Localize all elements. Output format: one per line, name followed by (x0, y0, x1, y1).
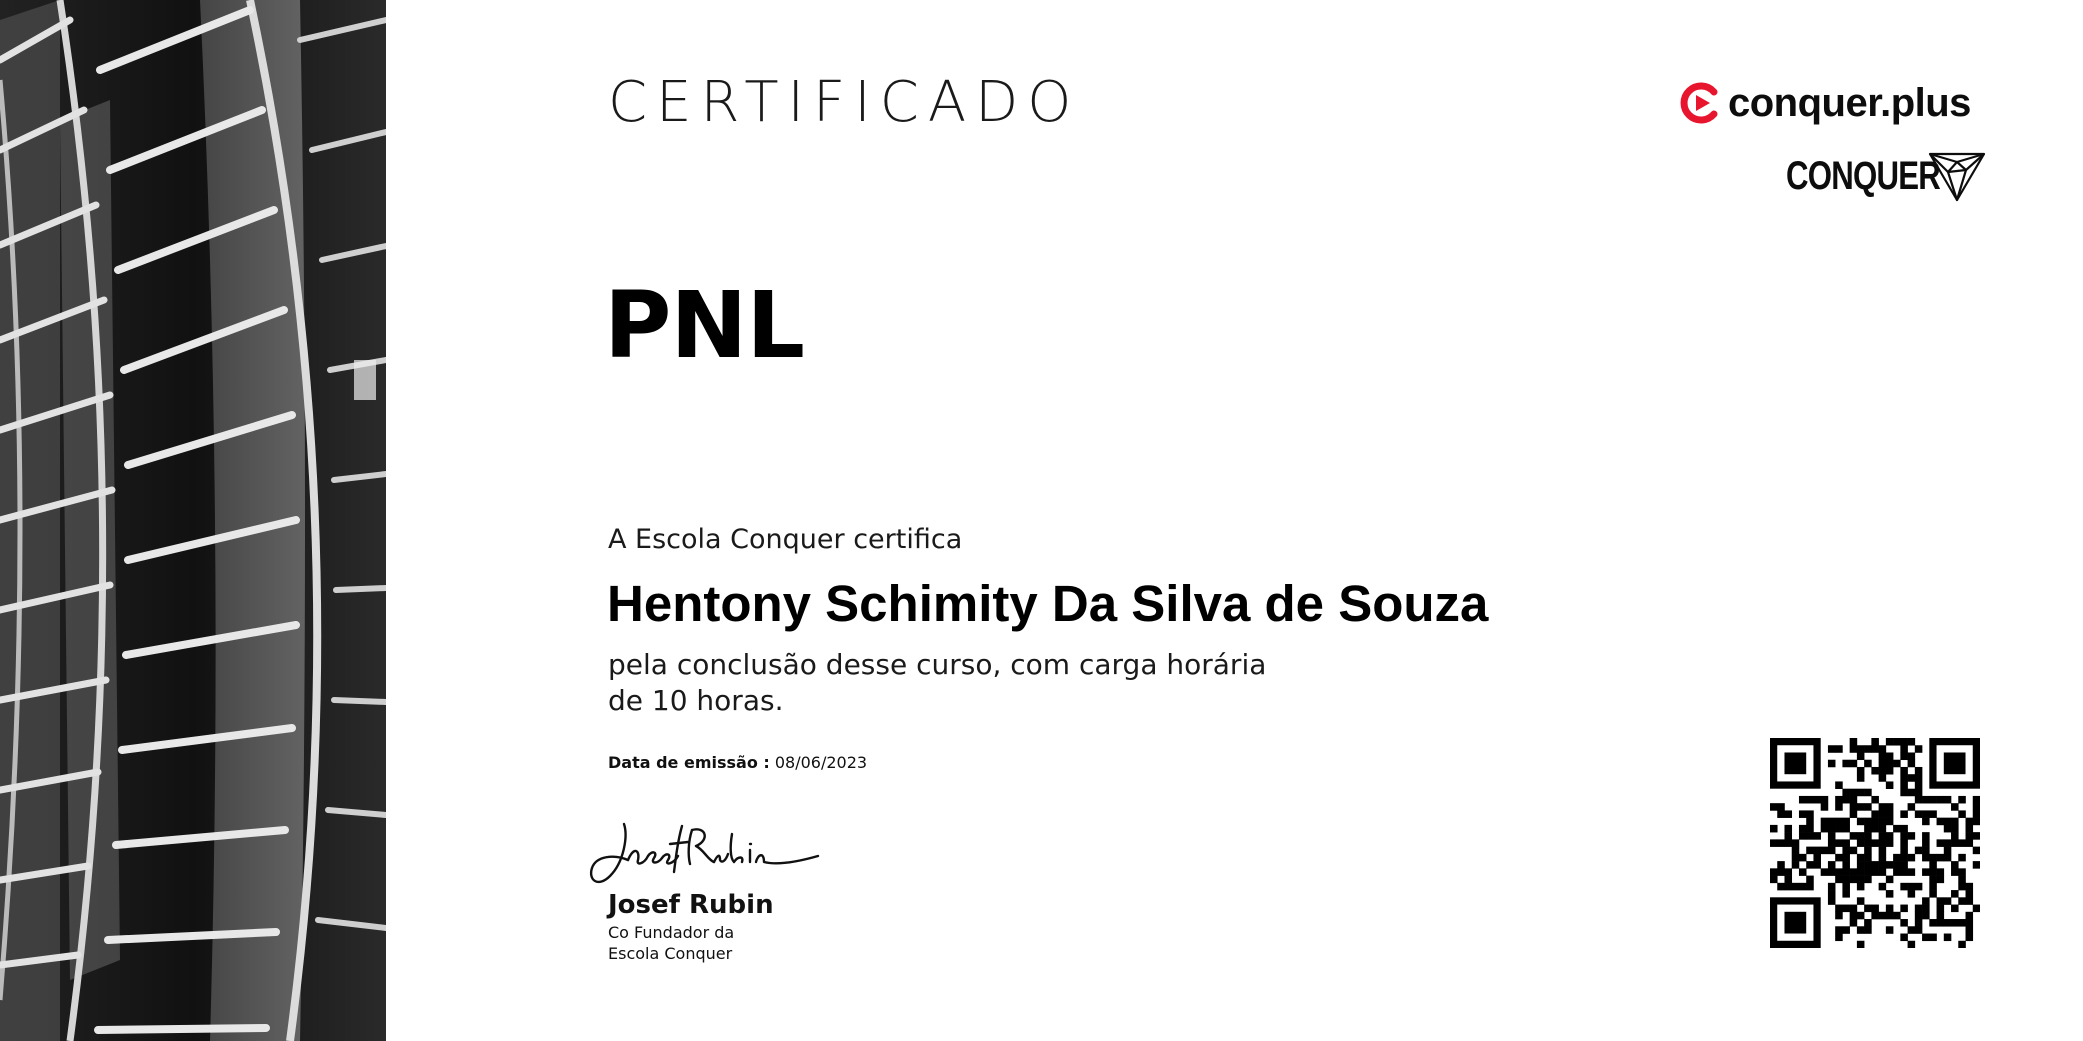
signer-role-line-2: Escola Conquer (608, 944, 733, 963)
signature-image (584, 816, 824, 896)
conquer-wordmark: CONQUER (1786, 153, 1941, 198)
certifies-text: A Escola Conquer certifica (608, 524, 963, 555)
completion-text (608, 647, 1368, 719)
shelves-photo (0, 0, 386, 1041)
signer-role-line-1: Co Fundador da (608, 923, 735, 942)
conquer-logo (1786, 150, 1988, 202)
signer-role (608, 922, 828, 964)
issue-date-value: 08/06/2023 (774, 753, 868, 772)
completion-line-1: pela conclusão desse curso, com carga horária (608, 648, 1267, 681)
play-circle-icon (1680, 82, 1722, 124)
conquer-plus-wordmark: conquer.plus (1728, 80, 1971, 125)
issue-date-label: Data de emissão : (608, 753, 770, 772)
issue-date-row (608, 753, 867, 772)
certificate-title: CERTIFICADO (608, 70, 1081, 135)
completion-line-2: de 10 horas. (608, 684, 784, 717)
verification-qr-code (1770, 738, 1980, 948)
signer-name: Josef Rubin (608, 890, 774, 920)
conquer-plus-logo (1680, 78, 1971, 128)
student-name: Hentony Schimity Da Silva de Souza (607, 575, 1489, 632)
course-name: PNL (604, 272, 805, 379)
